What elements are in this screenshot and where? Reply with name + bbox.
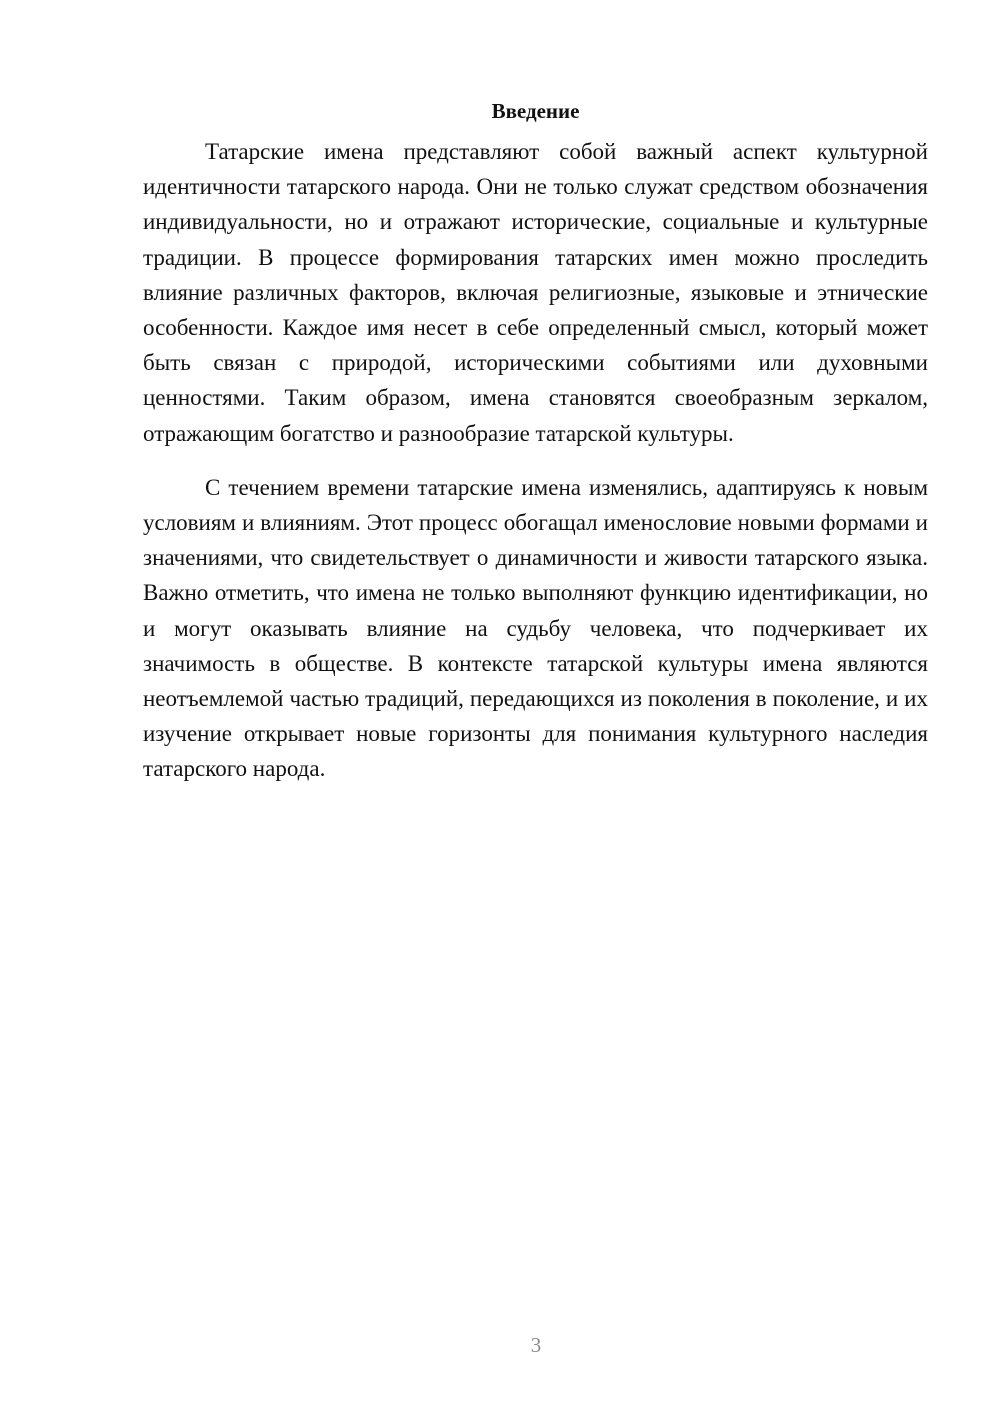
paragraph-1: Татарские имена представляют собой важный аспект культурной идентичности татарского народа. Они не только служат средством обозначения индивидуальности, но и отражают исторические, социальные и культурные традиции. В процессе формирования татарских имен можно проследить влияние различных факторов, включая религиозные, языковые и этнические особенности. Каждое имя несет в себе определенный смысл, который может быть связан с природой, историческими событиями или духовными ценностями. Таким образом, имена становятся своеобразным зеркалом, отражающим богатство и разнообразие татарской культуры. — [143, 139, 928, 446]
page-number: 3 — [530, 1333, 542, 1357]
page-content — [143, 96, 928, 787]
section-heading: Введение — [491, 99, 580, 123]
paragraph-2: С течением времени татарские имена изменялись, адаптируясь к новым условиям и влияниям. Этот процесс обогащал именословие новыми формами и значениями, что свидетельствует о динамичности и живости татарского языка. Важно отметить, что имена не только выполняют функцию идентификации, но и могут оказывать влияние на судьбу человека, что подчеркивает их значимость в обществе. В контексте татарской культуры имена являются неотъемлемой частью традиций, передающихся из поколения в поколение, и их изучение открывает новые горизонты для понимания культурного наследия татарского народа. — [143, 474, 928, 782]
